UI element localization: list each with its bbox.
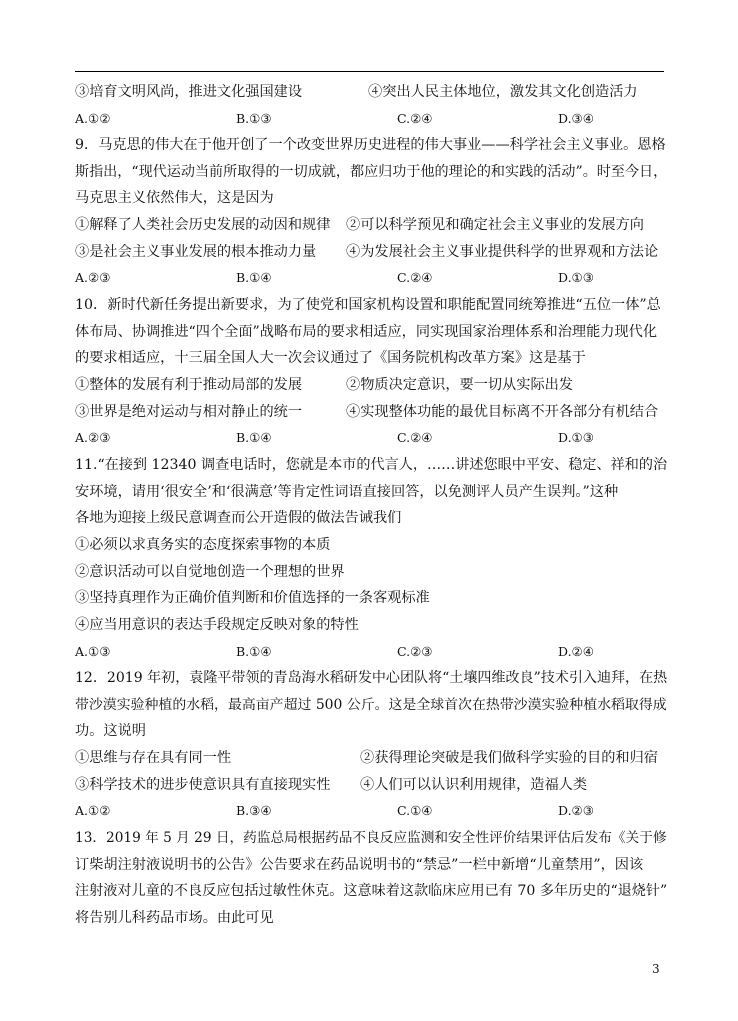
q9-option-b: B.①④ xyxy=(236,270,272,285)
q10-stem-line-2: 体布局、协调推进“四个全面”战略布局的要求相适应，同实现国家治理体系和治理能力现代化 xyxy=(75,324,658,340)
q8-option-b: B.①③ xyxy=(236,111,272,126)
q9-item-2: ②可以科学预见和确定社会主义事业的发展方向 xyxy=(346,217,644,233)
q12-items-row-2 xyxy=(75,775,588,795)
q11-item-2: ②意识活动可以自觉地创造一个理想的世界 xyxy=(75,564,345,580)
q10-items-row-2 xyxy=(75,402,659,422)
q9-item-3: ③是社会主义事业发展的根本推动力量 xyxy=(75,244,317,260)
q11-option-a: A.①③ xyxy=(75,644,111,659)
q8-option-a: A.①② xyxy=(75,111,111,126)
q11-option-b: B.①④ xyxy=(236,644,272,659)
q8-option-c: C.②④ xyxy=(397,111,433,126)
q10-stem-line-3: 的要求相适应，十三届全国人大一次会议通过了《国务院机构改革方案》这是基于 xyxy=(75,350,586,366)
q11-option-d: D.②④ xyxy=(558,644,594,659)
q12-option-b: B.③④ xyxy=(236,803,272,818)
q9-option-d: D.①③ xyxy=(558,270,594,285)
header-rule xyxy=(75,71,664,72)
q10-item-1: ①整体的发展有利于推动局部的发展 xyxy=(75,377,303,393)
q10-item-3: ③世界是绝对运动与相对静止的统一 xyxy=(75,404,303,420)
q8-item-3: ③培育文明风尚，推进文化强国建设 xyxy=(75,84,303,100)
q12-stem-line-3: 功。这说明 xyxy=(75,723,146,739)
q11-stem-line-2: 安环境，请用‘很安全’和‘很满意’等肯定性词语直接回答，以免测评人员产生误判。”这种 xyxy=(75,484,619,500)
q10-item-2: ②物质决定意识，要一切从实际出发 xyxy=(346,377,574,393)
q11-item-4: ④应当用意识的表达手段规定反映对象的特性 xyxy=(75,617,359,633)
q11-item-1: ①必须以求真务实的态度探索事物的本质 xyxy=(75,537,331,553)
q10-item-4: ④实现整体功能的最优目标离不开各部分有机结合 xyxy=(346,404,659,420)
q13-stem-line-3: 注射液对儿童的不良反应包括过敏性休克。这意味着这款临床应用已有 70 多年历史的“退烧针” xyxy=(75,883,668,899)
q8-items-row xyxy=(75,82,638,102)
q11-option-c: C.②③ xyxy=(397,644,433,659)
q10-items-row-1 xyxy=(75,375,574,395)
q12-items-row-1 xyxy=(75,748,658,768)
q10-option-b: B.①④ xyxy=(236,430,272,445)
q12-option-d: D.②③ xyxy=(558,803,594,818)
q10-option-c: C.②④ xyxy=(397,430,433,445)
q12-item-1: ①思维与存在具有同一性 xyxy=(75,750,232,766)
q9-stem-line-3: 马克思主义依然伟大，这是因为 xyxy=(75,190,274,206)
q10-stem-line-1: 10．新时代新任务提出新要求，为了使党和国家机构设置和职能配置同统筹推进“五位一体”总 xyxy=(75,297,661,313)
q11-item-3: ③坚持真理作为正确价值判断和价值选择的一条客观标准 xyxy=(75,590,430,606)
q8-item-4: ④突出人民主体地位，激发其文化创造活力 xyxy=(368,84,638,100)
q12-item-4: ④人们可以认识利用规律，造福人类 xyxy=(360,777,588,793)
q9-option-c: C.②④ xyxy=(397,270,433,285)
q9-stem-line-2: 斯指出，“现代运动当前所取得的一切成就，都应归功于他的理论的和实践的活动”。时至今日， xyxy=(75,164,668,180)
q12-option-c: C.①④ xyxy=(397,803,433,818)
q10-option-d: D.①③ xyxy=(558,430,594,445)
q10-option-a: A.②③ xyxy=(75,430,111,445)
q12-stem-line-2: 带沙漠实验种植的水稻，最高亩产超过 500 公斤。这是全球首次在热带沙漠实验种植水稻取得成 xyxy=(75,697,667,713)
q12-stem-line-1: 12．2019 年初，袁隆平带领的青岛海水稻研发中心团队将“土壤四维改良”技术引入迪拜，在热 xyxy=(75,670,668,686)
q9-items-row-1 xyxy=(75,215,644,235)
q9-item-1: ①解释了人类社会历史发展的动因和规律 xyxy=(75,217,331,233)
q13-stem-line-2: 订柴胡注射液说明书的公告》公告要求在药品说明书的“禁忌”一栏中新增“儿童禁用”，因该 xyxy=(75,857,644,873)
q13-stem-line-1: 13．2019 年 5 月 29 日，药监总局根据药品不良反应监测和安全性评价结果评估后发布《关于修 xyxy=(75,830,667,846)
q12-item-3: ③科学技术的进步使意识具有直接现实性 xyxy=(75,777,331,793)
q8-option-d: D.③④ xyxy=(558,111,594,126)
q12-option-a: A.①② xyxy=(75,803,111,818)
q9-stem-line-1: 9．马克思的伟大在于他开创了一个改变世界历史进程的伟大事业——科学社会主义事业。恩格 xyxy=(75,137,666,153)
q9-items-row-2 xyxy=(75,242,659,262)
q9-item-4: ④为发展社会主义事业提供科学的世界观和方法论 xyxy=(346,244,659,260)
q11-stem-line-3: 各地为迎接上级民意调查而公开造假的做法告诫我们 xyxy=(75,510,402,526)
q13-stem-line-4: 将告别儿科药品市场。由此可见 xyxy=(75,910,274,926)
q12-item-2: ②获得理论突破是我们做科学实验的目的和归宿 xyxy=(360,750,658,766)
q9-option-a: A.②③ xyxy=(75,270,111,285)
page-number: 3 xyxy=(652,962,660,976)
q11-stem-line-1: 11.“在接到 12340 调查电话时，您就是本市的代言人，……讲述您眼中平安、稳定、祥和的治 xyxy=(75,457,668,473)
